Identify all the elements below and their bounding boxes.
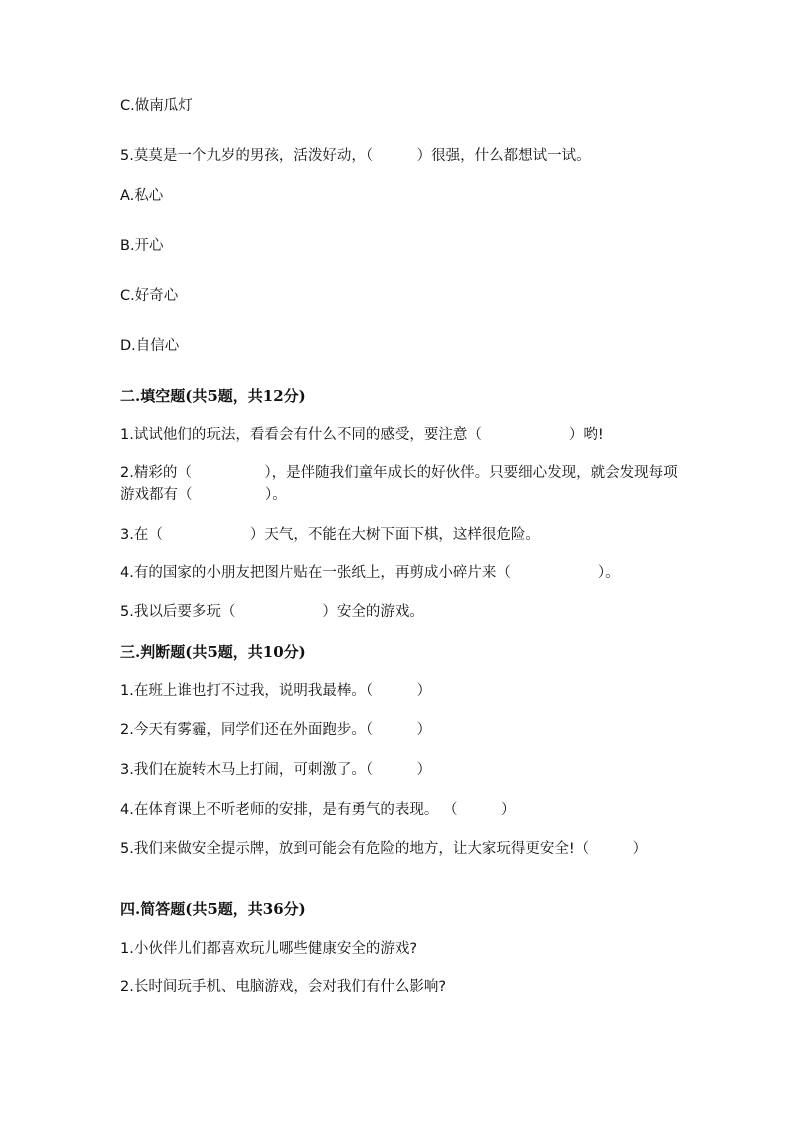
fill-question-1: 1.试试他们的玩法，看看会有什么不同的感受，要注意（ ）哟! <box>120 427 604 443</box>
judge-question-4: 4.在体育课上不听老师的安排，是有勇气的表现。 （ ） <box>120 802 516 818</box>
option-a: A.私心 <box>120 188 164 204</box>
judge-question-1: 1.在班上谁也打不过我，说明我最棒。（ ） <box>120 683 432 699</box>
fill-question-2: 2.精彩的（ ），是伴随我们童年成长的好伙伴。只要细心发现，就会发现每项游戏都有（ ）。 <box>120 465 678 503</box>
short-question-2: 2.长时间玩手机、电脑游戏，会对我们有什么影响? <box>120 979 447 995</box>
judge-question-5: 5.我们来做安全提示牌，放到可能会有危险的地方，让大家玩得更安全!（ ） <box>120 841 648 857</box>
fill-question-5: 5.我以后要多玩（ ）安全的游戏。 <box>120 604 424 620</box>
fill-question-4: 4.有的国家的小朋友把图片贴在一张纸上，再剪成小碎片来（ ）。 <box>120 565 620 581</box>
option-c: C.好奇心 <box>120 288 179 304</box>
section-title-fill-blank: 二.填空题(共5题，共12分) <box>120 387 306 405</box>
option-d: D.自信心 <box>120 338 180 354</box>
short-question-1: 1.小伙伴儿们都喜欢玩儿哪些健康安全的游戏? <box>120 941 418 957</box>
option-b: B.开心 <box>120 238 164 254</box>
option-c: C.做南瓜灯 <box>120 98 193 114</box>
fill-question-3: 3.在（ ）天气，不能在大树下面下棋，这样很危险。 <box>120 527 540 543</box>
section-title-true-false: 三.判断题(共5题，共10分) <box>120 643 306 661</box>
section-title-short-answer: 四.简答题(共5题，共36分) <box>120 900 306 918</box>
judge-question-3: 3.我们在旋转木马上打闹，可刺激了。（ ） <box>120 762 432 778</box>
question-5: 5.莫莫是一个九岁的男孩，活泼好动，（ ）很强，什么都想试一试。 <box>120 148 591 164</box>
judge-question-2: 2.今天有雾霾，同学们还在外面跑步。（ ） <box>120 722 432 738</box>
